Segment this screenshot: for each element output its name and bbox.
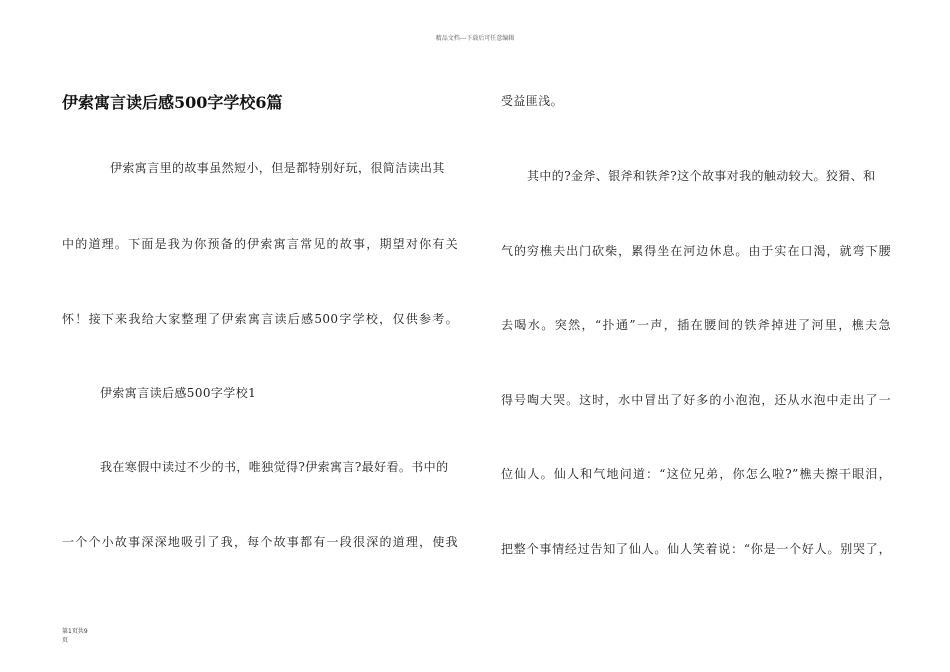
paragraph-line: 得号啕大哭。这时，水中冒出了好多的小泡泡，还从水泡中走出了一 <box>501 393 891 407</box>
paragraph-line: 其中的?金斧、银斧和铁斧?这个故事对我的触动较大。狡猾、和 <box>527 169 876 183</box>
page-title: 伊索寓言读后感500字学校6篇 <box>62 93 283 112</box>
paragraph-line: 我在寒假中读过不少的书，唯独觉得?伊索寓言?最好看。书中的 <box>100 460 449 474</box>
page-number <box>62 627 122 645</box>
page-number-line: 页 <box>62 637 69 644</box>
paragraph-line: 受益匪浅。 <box>501 94 564 108</box>
paragraph-line: 把整个事情经过告知了仙人。仙人笑着说：“你是一个好人。别哭了， <box>501 542 891 556</box>
paragraph-line: 去喝水。突然，“扑通”一声，插在腰间的铁斧掉进了河里，樵夫急 <box>501 318 891 332</box>
paragraph-line: 伊索寓言里的故事虽然短小，但是都特别好玩，很简洁读出其 <box>110 161 445 175</box>
paragraph-line: 怀！接下来我给大家整理了伊索寓言读后感500字学校，仅供参考。 <box>62 312 458 326</box>
header-note: 精品文档---下载后可任意编辑 <box>435 35 515 42</box>
section-heading: 伊索寓言读后感500字学校1 <box>100 386 257 400</box>
paragraph-line: 中的道理。下面是我为你预备的伊索寓言常见的故事，期望对你有关 <box>62 237 458 251</box>
paragraph-line: 位仙人。仙人和气地问道：“这位兄弟，你怎么啦?”樵夫擦干眼泪， <box>501 467 891 481</box>
paragraph-line: 气的穷樵夫出门砍柴，累得坐在河边休息。由于实在口渴，就弯下腰 <box>501 244 891 258</box>
page-number-line: 第1页共9 <box>62 628 88 635</box>
paragraph-line: 一个个小故事深深地吸引了我，每个故事都有一段很深的道理，使我 <box>62 535 458 549</box>
